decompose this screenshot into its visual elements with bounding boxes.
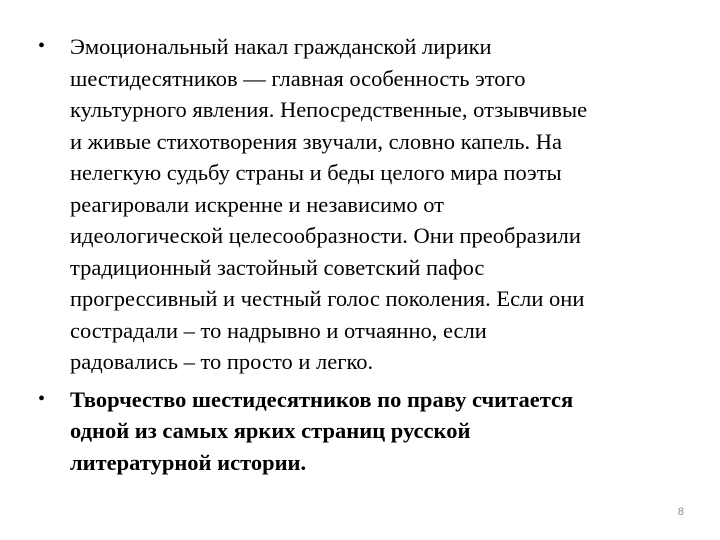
bullet-text: Эмоциональный накал гражданской лирики шестидесятников — главная особенность этого культурного явления. Непосредственные, отзывчивые и живые стихотворения звучали, словно капель. На нелегкую судьбу страны и беды целого мира поэты реагировали искренне и независимо от идеологической целесообразности. Они преобразили традиционный застойный советский пафос прогрессивный и честный голос поколения. Если они сострадали – то надрывно и отчаянно, если радовались – то просто и легко. bbox=[70, 34, 588, 374]
bullet-item-lyric-intensity bbox=[36, 31, 676, 378]
bullet-icon: • bbox=[38, 35, 46, 57]
bullet-item-conclusion bbox=[36, 384, 676, 479]
bullet-text-bold: Творчество шестидесятников по праву считается одной из самых ярких страниц русской литературной истории. bbox=[70, 386, 574, 475]
page-number: 8 bbox=[677, 506, 684, 518]
bullet-icon: • bbox=[38, 387, 46, 410]
bullet-list bbox=[36, 31, 676, 478]
